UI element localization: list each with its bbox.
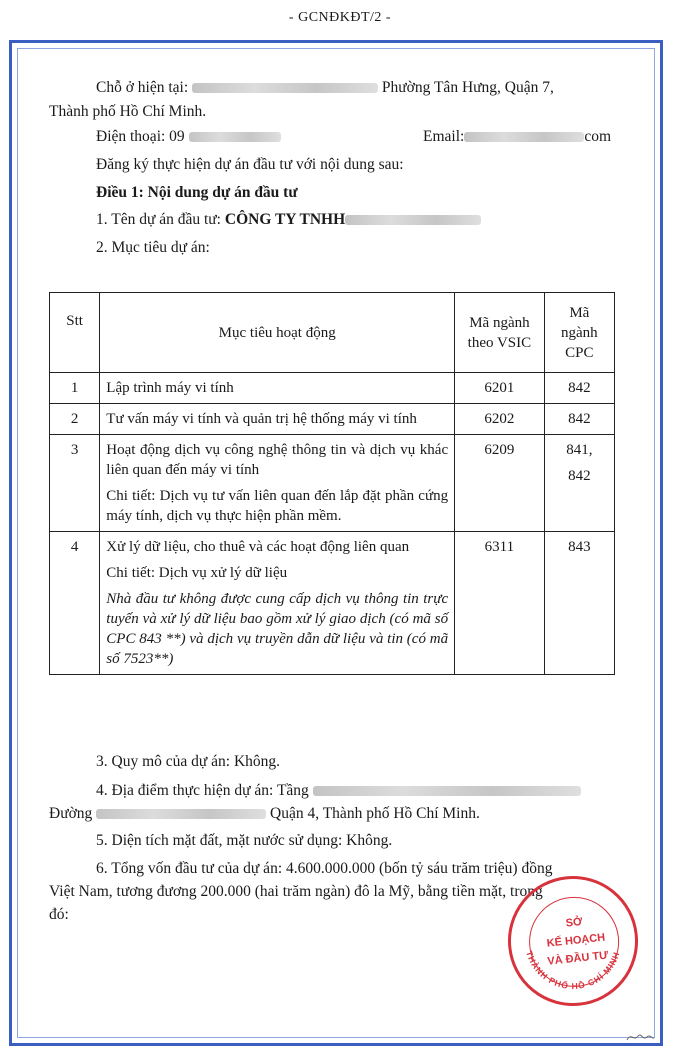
- email-suffix: com: [584, 128, 612, 145]
- row-cpc-1: 841,: [566, 442, 593, 458]
- redacted-location: [313, 786, 581, 796]
- address-line-2: Thành phố Hồ Chí Minh.: [49, 103, 207, 120]
- header-vsic: Mã ngành theo VSIC: [455, 293, 545, 373]
- table-header-row: [50, 293, 615, 373]
- row-goal: Lập trình máy vi tính: [100, 373, 455, 404]
- project-location-line-2: [49, 804, 480, 824]
- row-vsic: 6202: [455, 404, 545, 435]
- seal-text-2: KẾ HOẠCH: [546, 931, 606, 950]
- land-area: 5. Diện tích mặt đất, mặt nước sử dụng: Không.: [96, 832, 393, 849]
- redacted-address: [192, 83, 378, 93]
- project-name-line: [96, 210, 481, 230]
- row-cpc: 843: [544, 532, 614, 675]
- official-seal: [502, 870, 645, 1013]
- row-vsic: 6209: [455, 435, 545, 532]
- row-goal: Hoạt động dịch vụ công nghệ thông tin và dịch vụ khác liên quan đến máy vi tính: [106, 442, 449, 478]
- street-label: Đường: [49, 805, 93, 822]
- row-stt: 3: [50, 435, 100, 532]
- location-tail: Quận 4, Thành phố Hồ Chí Minh.: [270, 805, 480, 822]
- project-name-label: 1. Tên dự án đầu tư:: [96, 211, 225, 228]
- header-cpc: Mã ngành CPC: [544, 293, 614, 373]
- row-stt: 2: [50, 404, 100, 435]
- redacted-street: [96, 809, 266, 819]
- email-line: [423, 127, 611, 147]
- seal-ring-text: THÀNH PHỐ HỒ CHÍ MINH: [524, 949, 622, 992]
- row-goal-cell: [100, 532, 455, 675]
- investment-capital-line-2: Việt Nam, tương đương 200.000 (hai trăm ngàn) đô la Mỹ, bằng tiền mặt, trong: [49, 883, 543, 900]
- row-detail: Chi tiết: Dịch vụ xử lý dữ liệu: [106, 565, 288, 581]
- seal-text-1: SỞ: [565, 915, 584, 930]
- redacted-project-name: [345, 215, 481, 225]
- phone-line: [96, 127, 281, 147]
- initials-scribble: [625, 1030, 655, 1044]
- register-text: Đăng ký thực hiện dự án đầu tư với nội dung sau:: [96, 156, 404, 173]
- header-goal: Mục tiêu hoạt động: [100, 293, 455, 373]
- project-name-value: CÔNG TY TNHH: [224, 211, 346, 228]
- row-vsic: 6201: [455, 373, 545, 404]
- investment-capital-line-3: đó:: [49, 906, 69, 923]
- table-row: [50, 404, 615, 435]
- phone-label: Điện thoại: 09: [96, 128, 185, 145]
- row-cpc: 842: [544, 373, 614, 404]
- row-cpc-2: 842: [568, 468, 591, 484]
- row-note: Nhà đầu tư không được cung cấp dịch vụ thông tin trực tuyến và xử lý dữ liệu bao gồm xử lý giao dịch (có mã số CPC 843 **) và dịch vụ truyền dẫn dữ liệu và tin (có mã số 7523**): [106, 591, 449, 667]
- redacted-phone: [189, 132, 281, 142]
- table-row: [50, 435, 615, 532]
- investment-capital-line-1: 6. Tổng vốn đầu tư của dự án: 4.600.000.000 (bốn tỷ sáu trăm triệu) đồng: [96, 860, 553, 877]
- row-vsic: 6311: [455, 532, 545, 675]
- header-stt: Stt: [50, 293, 100, 373]
- row-cpc-cell: [544, 435, 614, 532]
- row-goal-cell: [100, 435, 455, 532]
- table-row: [50, 532, 615, 675]
- row-goal: Xử lý dữ liệu, cho thuê và các hoạt động liên quan: [106, 539, 410, 555]
- row-stt: 4: [50, 532, 100, 675]
- address-line: [96, 78, 554, 98]
- row-cpc: 842: [544, 404, 614, 435]
- project-goals-label: 2. Mục tiêu dự án:: [96, 239, 210, 256]
- email-label: Email:: [423, 128, 465, 145]
- row-detail: Chi tiết: Dịch vụ tư vấn liên quan đến lắp đặt phần cứng máy tính, dịch vụ thực hiện phần mềm.: [106, 488, 449, 524]
- project-location-line: [96, 781, 581, 801]
- redacted-email: [464, 132, 584, 142]
- row-goal: Tư vấn máy vi tính và quản trị hệ thống máy vi tính: [100, 404, 455, 435]
- address-tail: Phường Tân Hưng, Quận 7,: [381, 79, 554, 96]
- initials-mark: [625, 1030, 655, 1047]
- table-row: [50, 373, 615, 404]
- project-location-label: 4. Địa điểm thực hiện dự án: Tầng: [96, 782, 309, 799]
- project-scale: 3. Quy mô của dự án: Không.: [96, 753, 281, 770]
- goals-table: [49, 292, 615, 675]
- document-code: - GCNĐKĐT/2 -: [288, 10, 392, 25]
- seal-text-3: VÀ ĐẦU TƯ: [546, 949, 609, 968]
- row-stt: 1: [50, 373, 100, 404]
- article-1-title: Điều 1: Nội dung dự án đầu tư: [96, 184, 298, 201]
- address-label: Chỗ ở hiện tại:: [96, 79, 189, 96]
